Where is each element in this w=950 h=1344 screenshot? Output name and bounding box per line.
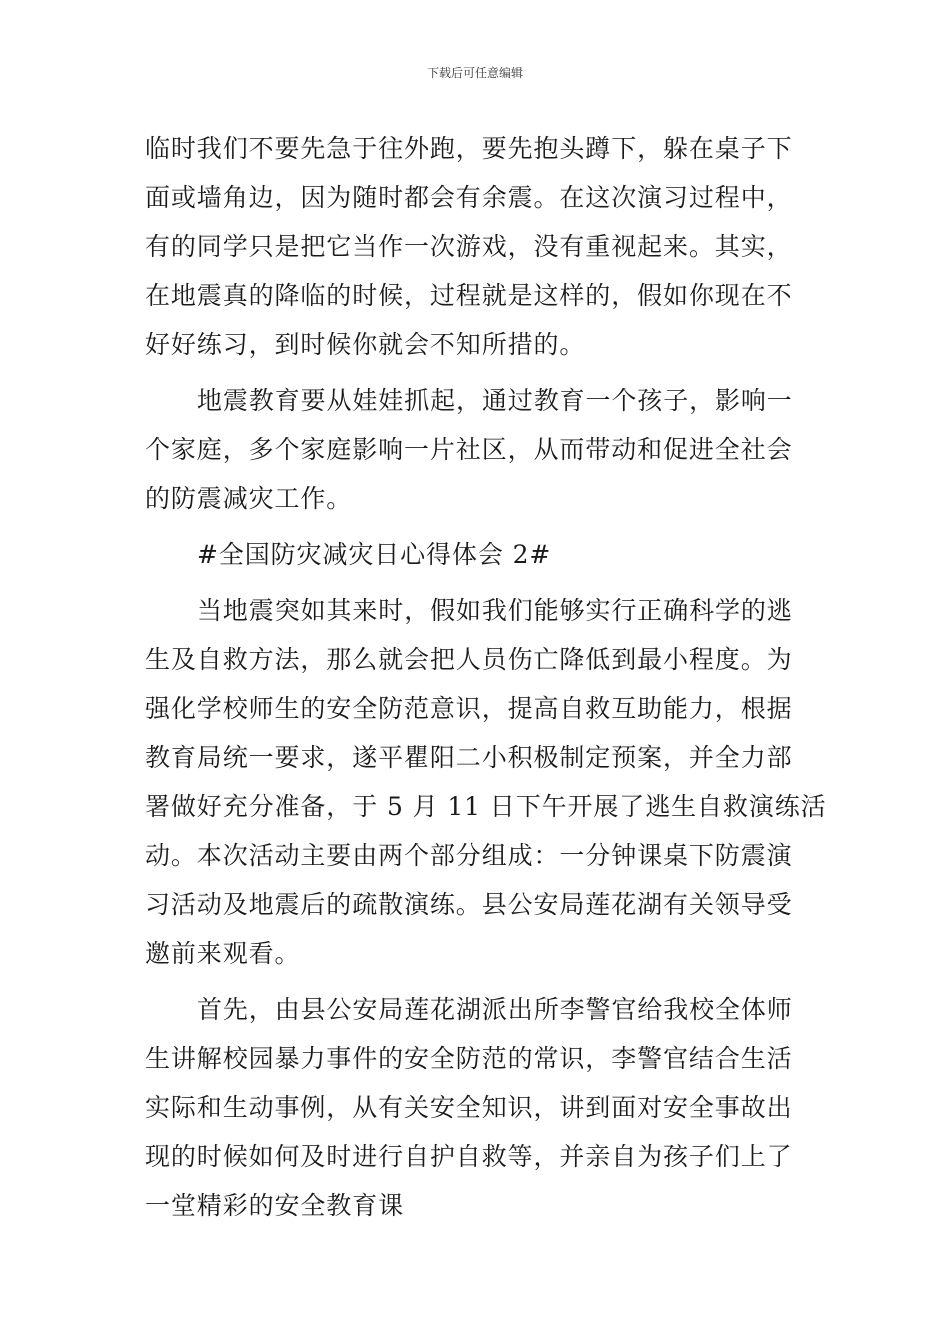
paragraph-line: 实际和生动事例，从有关安全知识，讲到面对安全事故出: [145, 1093, 793, 1122]
paragraph-line: 一堂精彩的安全教育课: [145, 1191, 405, 1220]
paragraph-line: 教育局统一要求，遂平瞿阳二小积极制定预案，并全力部: [145, 743, 793, 772]
paragraph-line: 个家庭，多个家庭影响一片社区，从而带动和促进全社会: [145, 435, 793, 464]
paragraph-line: 生讲解校园暴力事件的安全防范的常识，李警官结合生活: [145, 1044, 793, 1073]
paragraph-line: 地震教育要从娃娃抓起，通过教育一个孩子，影响一: [197, 386, 793, 415]
paragraph-line: 现的时候如何及时进行自护自救等，并亲自为孩子们上了: [145, 1142, 793, 1171]
paragraph-line: 在地震真的降临的时候，过程就是这样的，假如你现在不: [145, 281, 793, 310]
paragraph-line: 面或墙角边，因为随时都会有余震。在这次演习过程中，: [145, 183, 793, 212]
section-heading-text: #全国防灾减灾日心得体会 2#: [197, 540, 552, 569]
paragraph-line: 临时我们不要先急于往外跑，要先抱头蹲下，躲在桌子下: [145, 134, 793, 163]
paragraph-line: 邀前来观看。: [145, 939, 301, 968]
paragraph-line: 习活动及地震后的疏散演练。县公安局莲花湖有关领导受: [145, 890, 793, 919]
paragraph-line: 强化学校师生的安全防范意识，提高自救互助能力，根据: [145, 694, 793, 723]
paragraph-line: 有的同学只是把它当作一次游戏，没有重视起来。其实，: [145, 232, 793, 261]
paragraph-line: 署做好充分准备，于 5 月 11 日下午开展了逃生自救演练活: [145, 792, 827, 821]
paragraph-line: 动。本次活动主要由两个部分组成：一分钟课桌下防震演: [145, 841, 793, 870]
page-header: 下载后可任意编辑: [426, 66, 523, 80]
paragraph-4: [145, 985, 807, 1230]
paragraph-line: 好好练习，到时候你就会不知所措的。: [145, 330, 586, 359]
paragraph-2: [145, 376, 807, 523]
paragraph-3: [145, 586, 827, 978]
section-heading: [145, 530, 807, 579]
paragraph-1: [145, 124, 807, 369]
paragraph-line: 生及自救方法，那么就会把人员伤亡降低到最小程度。为: [145, 645, 793, 674]
paragraph-line: 首先，由县公安局莲花湖派出所李警官给我校全体师: [197, 995, 793, 1024]
document-body: [145, 124, 827, 1230]
paragraph-line: 的防震减灾工作。: [145, 484, 353, 513]
paragraph-line: 当地震突如其来时，假如我们能够实行正确科学的逃: [197, 596, 793, 625]
